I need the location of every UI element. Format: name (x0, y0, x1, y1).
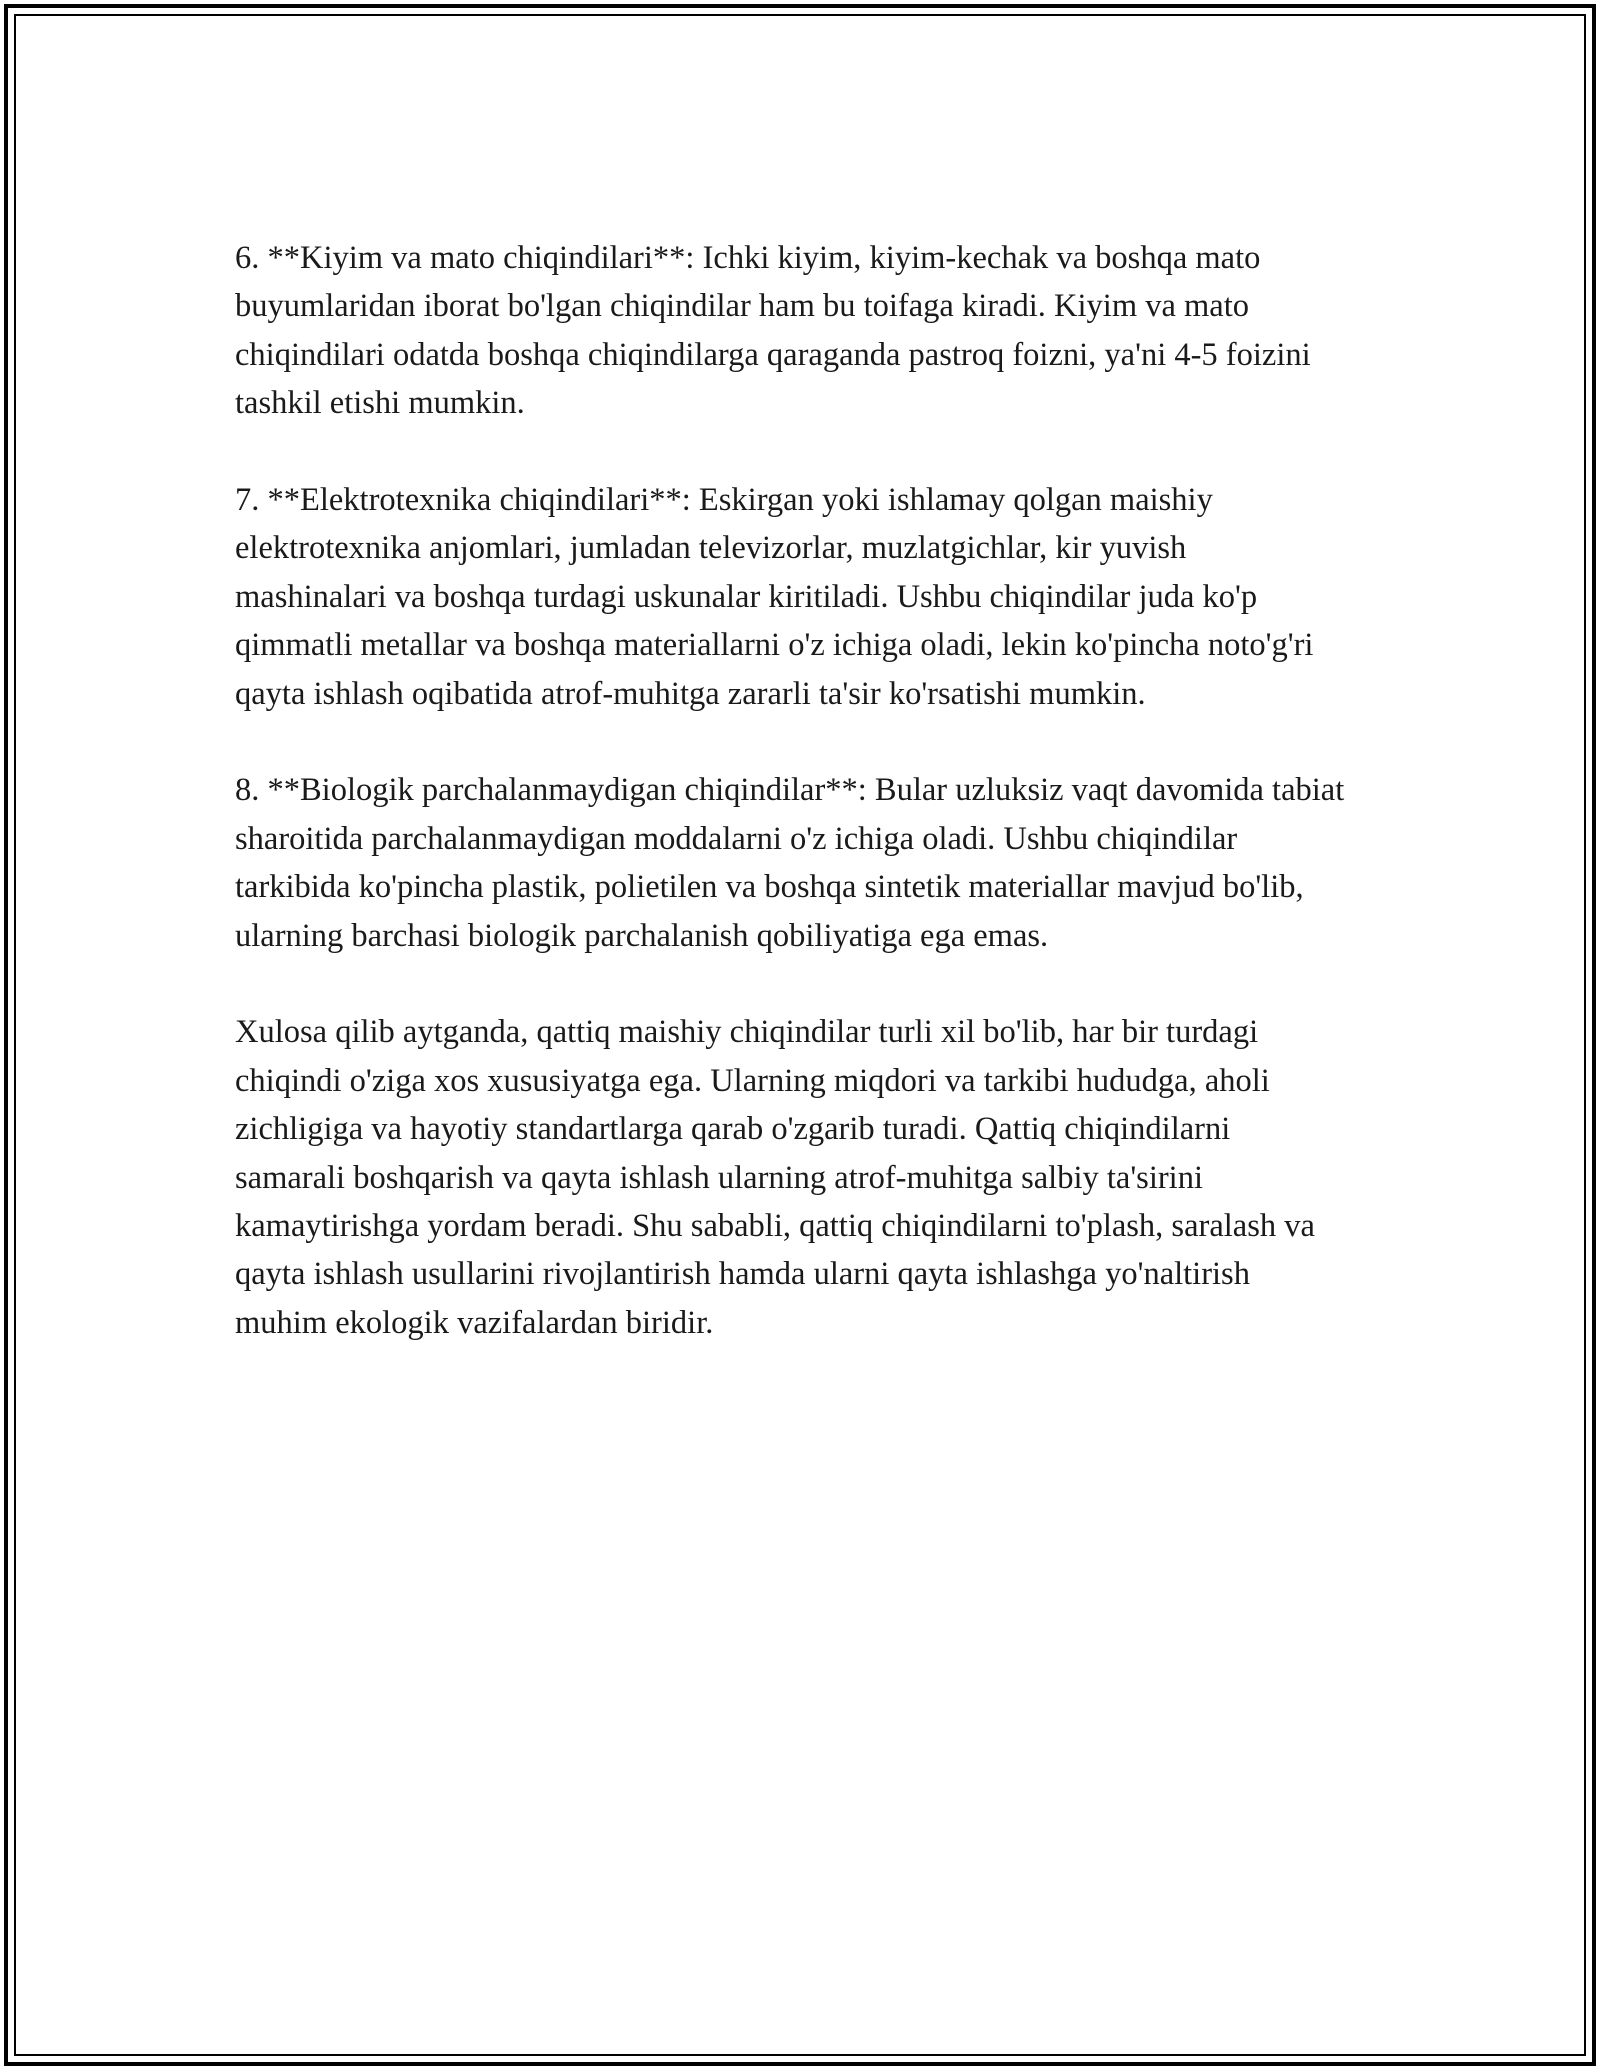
document-body (235, 234, 1345, 1396)
paragraph-electronic-waste: 7. **Elektrotexnika chiqindilari**: Eskirgan yoki ishlamay qolgan maishiy elektrotexnika anjomlari, jumladan televizorlar, muzlatgichlar, kir yuvish mashinalari va boshqa turdagi uskunalar kiritiladi. Ushbu chiqindilar juda ko'p qimmatli metallar va boshqa materiallarni o'z ichiga oladi, lekin ko'pincha noto'g'ri qayta ishlash oqibatida atrof-muhitga zararli ta'sir ko'rsatishi mumkin. (235, 482, 1314, 712)
paragraph-clothing-waste: 6. **Kiyim va mato chiqindilari**: Ichki kiyim, kiyim-kechak va boshqa mato buyumlaridan iborat bo'lgan chiqindilar ham bu toifaga kiradi. Kiyim va mato chiqindilari odatda boshqa chiqindilarga qaraganda pastroq foizni, ya'ni 4-5 foizini tashkil etishi mumkin. (235, 240, 1311, 422)
paragraph-non-biodegradable-waste: 8. **Biologik parchalanmaydigan chiqindilar**: Bular uzluksiz vaqt davomida tabiat sharoitida parchalanmaydigan moddalarni o'z ichiga oladi. Ushbu chiqindilar tarkibida ko'pincha plastik, polietilen va boshqa sintetik materiallar mavjud bo'lib, ularning barchasi biologik parchalanish qobiliyatiga ega emas. (235, 772, 1345, 954)
paragraph-conclusion: Xulosa qilib aytganda, qattiq maishiy chiqindilar turli xil bo'lib, har bir turdagi chiqindi o'ziga xos xususiyatga ega. Ularning miqdori va tarkibi hududga, aholi zichligiga va hayotiy standartlarga qarab o'zgarib turadi. Qattiq chiqindilarni samarali boshqarish va qayta ishlash ularning atrof-muhitga salbiy ta'sirini kamaytirishga yordam beradi. Shu sababli, qattiq chiqindilarni to'plash, saralash va qayta ishlash usullarini rivojlantirish hamda ularni qayta ishlashga yo'naltirish muhim ekologik vazifalardan biridir. (235, 1014, 1315, 1341)
